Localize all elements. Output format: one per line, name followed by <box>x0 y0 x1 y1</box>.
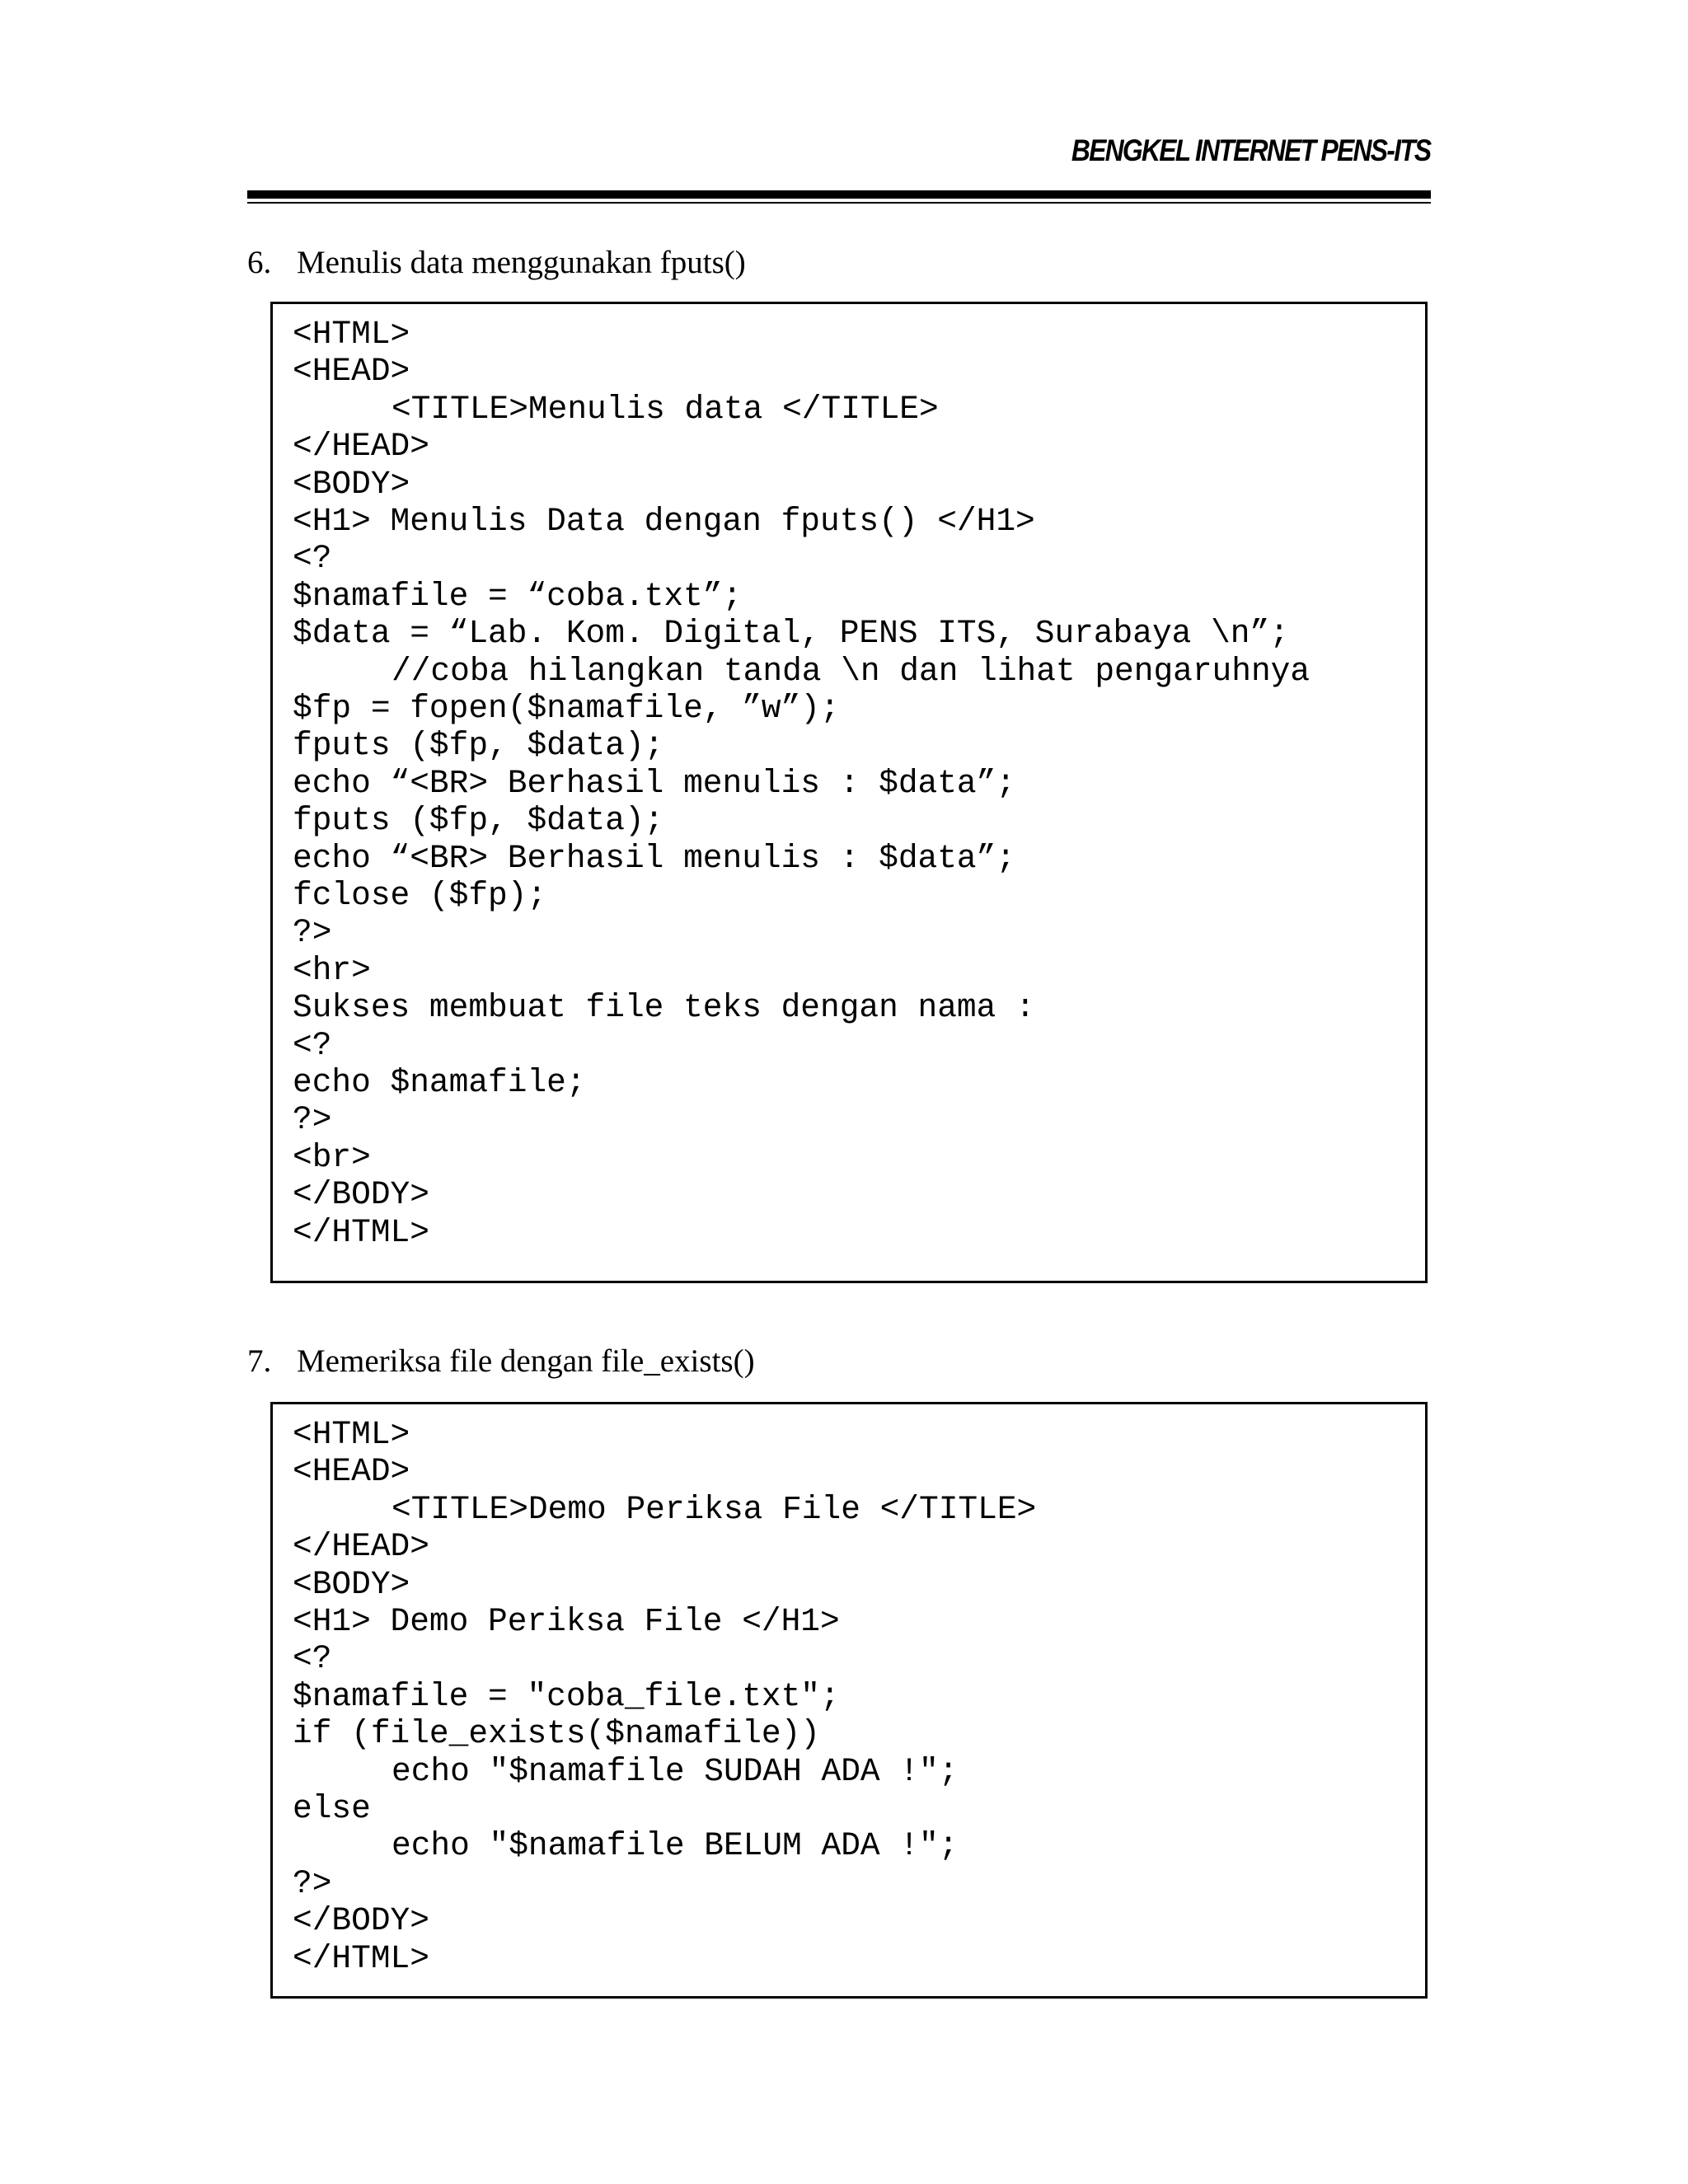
code-line: echo "$namafile BELUM ADA !"; <box>392 1827 959 1865</box>
code-line: <? <box>293 1026 332 1064</box>
code-line: <br> <box>293 1138 371 1176</box>
section-title: Memeriksa file dengan file_exists() <box>297 1343 755 1379</box>
code-line: <HTML> <box>293 316 410 353</box>
code-line: <BODY> <box>293 465 410 503</box>
code-line: <TITLE>Demo Periksa File </TITLE> <box>392 1490 1037 1528</box>
code-line: fclose ($fp); <box>293 877 547 914</box>
code-line: else <box>293 1790 371 1827</box>
code-line: ?> <box>293 1101 332 1139</box>
running-header: BENGKEL INTERNET PENS-ITS <box>1071 134 1430 167</box>
code-line: echo "$namafile SUDAH ADA !"; <box>392 1752 959 1790</box>
code-line: <? <box>293 1640 332 1678</box>
section-heading-7 <box>247 1343 755 1380</box>
code-line: </HTML> <box>293 1939 429 1977</box>
code-line: fputs ($fp, $data); <box>293 727 664 765</box>
section-number: 6. <box>247 245 272 280</box>
code-line: <H1> Menulis Data dengan fputs() </H1> <box>293 503 1035 540</box>
code-line: </HTML> <box>293 1213 429 1251</box>
code-line: </HEAD> <box>293 428 429 466</box>
section-number: 7. <box>247 1343 272 1379</box>
code-line: Sukses membuat file teks dengan nama : <box>293 989 1035 1027</box>
code-line: ?> <box>293 914 332 952</box>
code-line: <HEAD> <box>293 1453 410 1491</box>
section-heading-6 <box>247 244 746 281</box>
code-listing-fputs <box>270 302 1428 1283</box>
header-rule-thick <box>247 190 1431 199</box>
code-line: ?> <box>293 1864 332 1902</box>
code-listing-file-exists <box>270 1402 1428 1999</box>
code-line: <H1> Demo Periksa File </H1> <box>293 1603 840 1640</box>
code-line: <hr> <box>293 951 371 989</box>
code-line: echo “<BR> Berhasil menulis : $data”; <box>293 764 1016 802</box>
section-title: Menulis data menggunakan fputs() <box>297 245 746 280</box>
code-line: echo $namafile; <box>293 1064 586 1101</box>
code-line: $data = “Lab. Kom. Digital, PENS ITS, Surabaya \n”; <box>293 615 1289 653</box>
code-line: <BODY> <box>293 1565 410 1603</box>
code-line: if (file_exists($namafile)) <box>293 1715 821 1753</box>
code-line: </BODY> <box>293 1902 429 1940</box>
code-line: //coba hilangkan tanda \n dan lihat pengaruhnya <box>392 652 1311 690</box>
code-line: $namafile = “coba.txt”; <box>293 577 743 615</box>
code-line: fputs ($fp, $data); <box>293 802 664 840</box>
code-line: <HTML> <box>293 1416 410 1453</box>
code-line: <TITLE>Menulis data </TITLE> <box>392 390 939 428</box>
code-line: <HEAD> <box>293 353 410 391</box>
header-rule-thin <box>247 202 1431 204</box>
code-line: </BODY> <box>293 1176 429 1214</box>
code-line: $namafile = "coba_file.txt"; <box>293 1677 840 1715</box>
code-line: $fp = fopen($namafile, ”w”); <box>293 690 840 727</box>
code-line: <? <box>293 540 332 578</box>
code-line: </HEAD> <box>293 1528 429 1566</box>
code-line: echo “<BR> Berhasil menulis : $data”; <box>293 839 1016 877</box>
